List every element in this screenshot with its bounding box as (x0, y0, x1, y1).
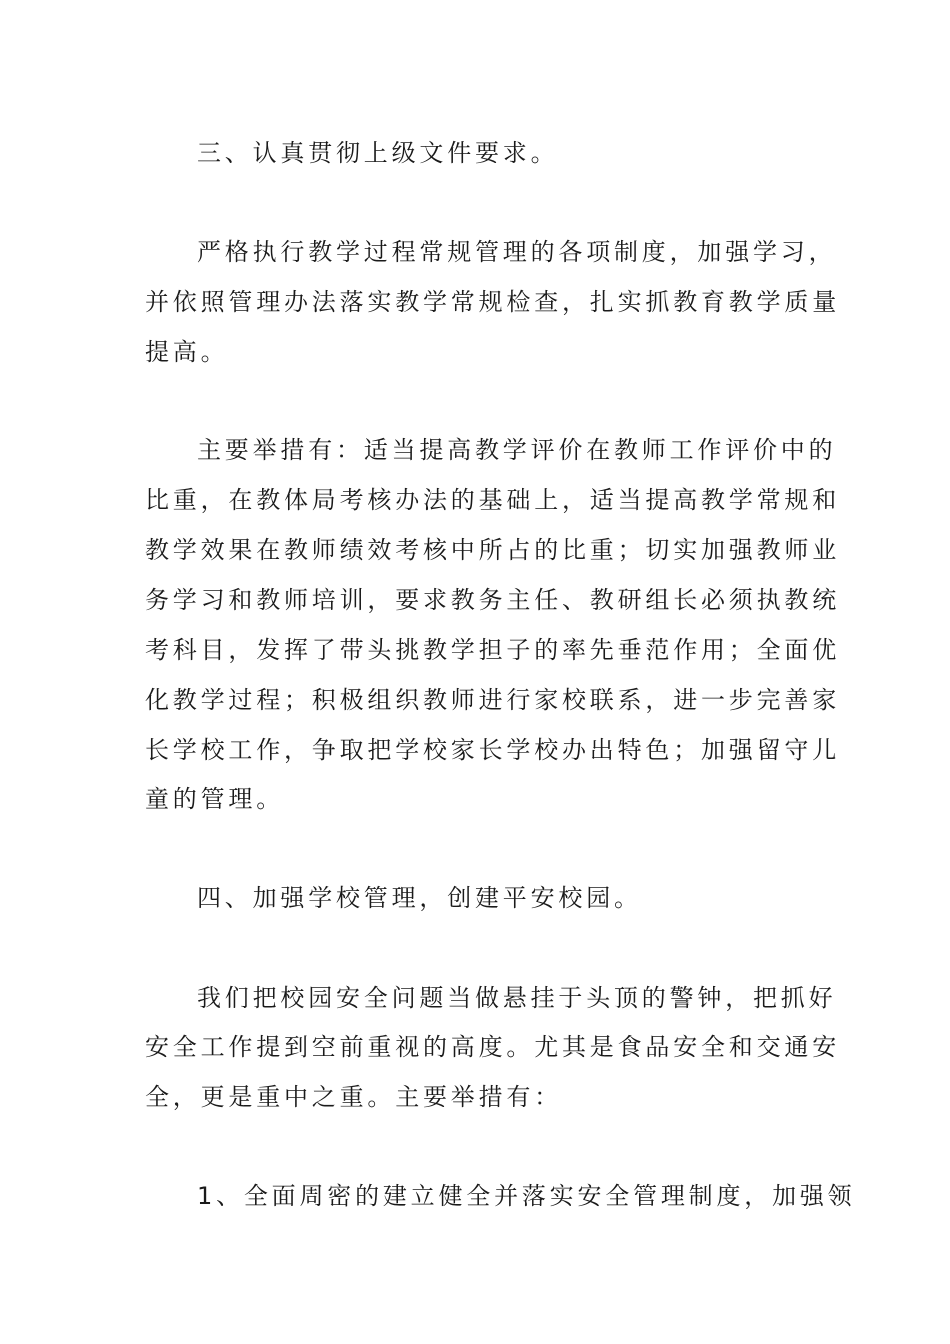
paragraph-line: 童的管理。 (145, 785, 284, 813)
paragraph-line: 我们把校园安全问题当做悬挂于头顶的警钟，把抓好 (197, 984, 837, 1012)
paragraph-line: 比重，在教体局考核办法的基础上，适当提高教学常规和 (145, 486, 840, 514)
paragraph-line: 主要举措有：适当提高教学评价在教师工作评价中的 (197, 436, 837, 464)
paragraph-line: 提高。 (145, 338, 229, 366)
paragraph-line: 安全工作提到空前重视的高度。尤其是食品安全和交通安 (145, 1033, 840, 1061)
paragraph-line: 务学习和教师培训，要求教务主任、教研组长必须执教统 (145, 586, 840, 614)
paragraph-line: 全，更是重中之重。主要举措有： (145, 1083, 562, 1111)
paragraph-line: 1、全面周密的建立健全并落实安全管理制度，加强领 (197, 1182, 856, 1210)
section-heading-4: 四、加强学校管理，创建平安校园。 (197, 884, 642, 912)
paragraph-line: 长学校工作，争取把学校家长学校办出特色；加强留守儿 (145, 736, 840, 764)
paragraph-line: 考科目，发挥了带头挑教学担子的率先垂范作用；全面优 (145, 636, 840, 664)
paragraph-line: 并依照管理办法落实教学常规检查，扎实抓教育教学质量 (145, 288, 840, 316)
paragraph-line: 严格执行教学过程常规管理的各项制度，加强学习， (197, 238, 837, 266)
section-heading-3: 三、认真贯彻上级文件要求。 (197, 139, 559, 167)
paragraph-line: 化教学过程；积极组织教师进行家校联系，进一步完善家 (145, 686, 840, 714)
paragraph-line: 教学效果在教师绩效考核中所占的比重；切实加强教师业 (145, 536, 840, 564)
